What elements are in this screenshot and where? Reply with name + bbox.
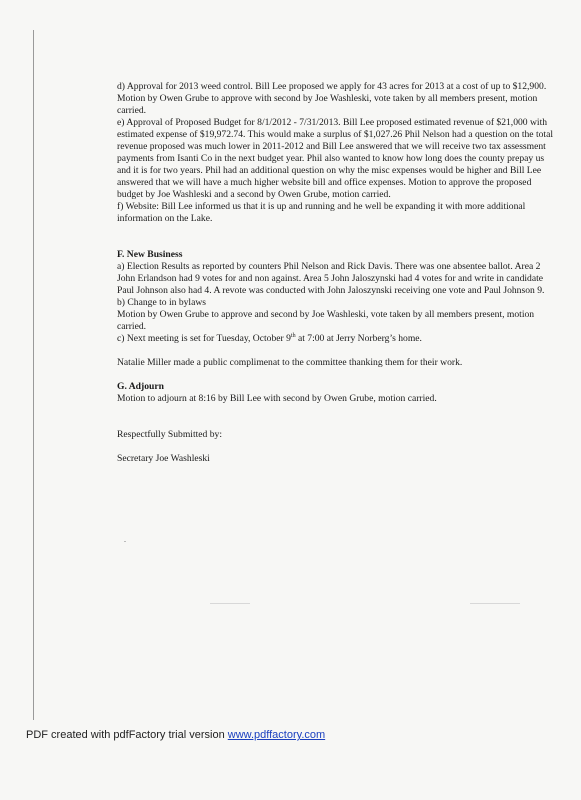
pdffactory-link[interactable]: www.pdffactory.com bbox=[227, 729, 326, 741]
next-meeting-text-end: at 7:00 at Jerry Norberg’s home. bbox=[295, 333, 422, 344]
adjourn-motion: Motion to adjourn at 8:16 by Bill Lee with second by Owen Grube, motion carried. bbox=[117, 393, 437, 404]
item-b-bylaws: b) Change to in bylaws bbox=[117, 297, 206, 308]
minutes-text bbox=[117, 81, 557, 465]
scan-speck bbox=[124, 541, 126, 542]
natalie-compliment: Natalie Miller made a public complimenat to the committee thanking them for their work. bbox=[117, 357, 463, 368]
ordinal-suffix: th bbox=[290, 332, 296, 339]
respectfully-submitted: Respectfully Submitted by: bbox=[117, 429, 222, 440]
item-a-election-results: a) Election Results as reported by counters Phil Nelson and Rick Davis. There was one absentee ballot. Area 2 John Erlandson had 9 votes for and non against. Area 5 John Jaloszynski had 4 votes for and write in candidate Paul Johnson also had 4. A revote was conducted with John Jaloszynski receiving one vote and Paul Johnson 9. bbox=[117, 261, 545, 296]
item-d-weed-control: d) Approval for 2013 weed control. Bill Lee proposed we apply for 43 acres for 2013 at a cost of up to $12,900. Motion by Owen Grube to approve with second by Joe Washleski, vote taken by all members present, motion carried. bbox=[117, 81, 547, 116]
margin-line bbox=[33, 30, 34, 720]
footer-text: PDF created with pdfFactory trial version bbox=[26, 729, 228, 741]
bylaws-motion: Motion by Owen Grube to approve and second by Joe Washleski, vote taken by all members present, motion carried. bbox=[117, 309, 535, 332]
next-meeting-text: c) Next meeting is set for Tuesday, October 9 bbox=[117, 333, 291, 344]
scan-speck bbox=[210, 603, 250, 604]
pdf-footer bbox=[26, 729, 325, 741]
scan-speck bbox=[470, 603, 520, 604]
item-f-website: f) Website: Bill Lee informed us that it is up and running and he well be expanding it with more additional information on the Lake. bbox=[117, 201, 526, 224]
item-e-budget: e) Approval of Proposed Budget for 8/1/2012 - 7/31/2013. Bill Lee proposed estimated revenue of $21,000 with estimated expense of $19,972.74. This would make a surplus of $1,027.26 Phil Nelson had a question on the total revenue proposed was much lower in 2011-2012 and Bill Lee answered that we will receive two tax assessment payments from Isanti Co in the next budget year. Phil also wanted to know how long does the county prepay us and it is for two years. Phil had an additional question on why the misc expenses would be higher and Bill Lee answered that we will have a much higher website bill and office expenses. Motion to approve the proposed budget by Joe Washleski and a second by Owen Grube, motion carried. bbox=[117, 117, 554, 200]
item-c-next-meeting bbox=[117, 333, 557, 345]
heading-new-business: F. New Business bbox=[117, 249, 183, 260]
secretary-signature: Secretary Joe Washleski bbox=[117, 453, 210, 464]
heading-adjourn: G. Adjourn bbox=[117, 381, 164, 392]
